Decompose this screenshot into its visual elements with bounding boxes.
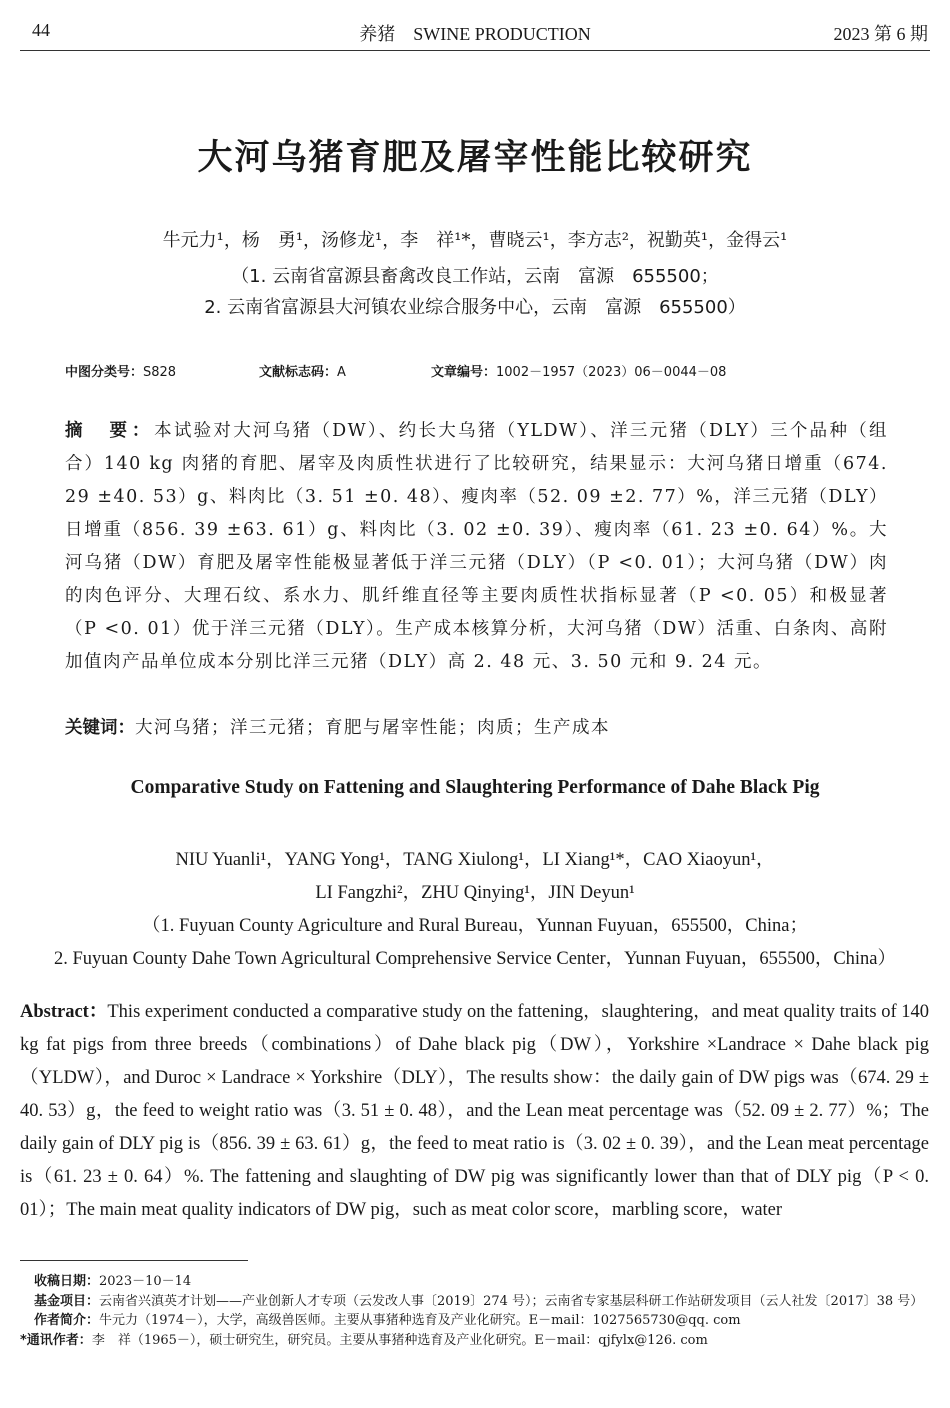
footnote-author [20, 1311, 930, 1331]
footnote-divider [20, 1260, 248, 1261]
affiliation-cn-2: 2. 云南省富源县大河镇农业综合服务中心，云南 富源 655500） [204, 297, 746, 318]
footnote-corresponding [20, 1331, 930, 1351]
clc-number [65, 361, 176, 380]
header-divider [20, 50, 930, 51]
article-number [431, 361, 726, 380]
footnote-fund [20, 1292, 930, 1312]
affiliation-en-2: 2. Fuyuan County Dahe Town Agricultural Comprehensive Service Center，Yunnan Fuyuan，655500，China） [53, 949, 897, 969]
author-list-en-2: LI Fangzhi²，ZHU Qinying¹，JIN Deyun¹ [315, 883, 635, 903]
author-bio-text: 牛元力（1974－），大学，高级兽医师。主要从事猪种选育及产业化研究。E－mail：1027565730@qq. com [99, 1313, 741, 1328]
fund-label: 基金项目： [34, 1293, 100, 1309]
corresponding-text: 李 祥（1965－），硕士研究生，研究员。主要从事猪种选育及产业化研究。E－mail：qjfylx@126. com [91, 1332, 708, 1348]
abstract-cn-text: 本试验对大河乌猪（DW）、约长大乌猪（YLDW）、洋三元猪（DLY）三个品种（组合）140 kg 肉猪的育肥、屠宰及肉质性状进行了比较研究，结果显示：大河乌猪日增重（674. 29 ±40. 53）g、料肉比（3. 51 ±0. 48）、瘦肉率（52. 09 ±2. 77）%，洋三元猪（DLY）日增重（856. 39 ±63. 61）g、料肉比（3. 02 ±0. 39）、瘦肉率（61. 23 ±0. 64）%。大河乌猪（DW）育肥及屠宰性能极显著低于洋三元猪（DLY）（P <0. 01）；大河乌猪（DW）肉的肉色评分、大理石纹、系水力、肌纤维直径等主要肉质性状指标显著（P <0. 05）和极显著（P <0. 01）优于洋三元猪（DLY）。生产成本核算分析，大河乌猪（DW）活重、白条肉、高附加值肉产品单位成本分别比洋三元猪（DLY）高 2. 48 元、3. 50 元和 9. 24 元。 [65, 421, 889, 672]
article-title-en: Comparative Study on Fattening and Slaughtering Performance of Dahe Black Pig [130, 777, 820, 798]
abstract-cn-label: 摘 要： [65, 421, 155, 441]
keywords-cn [65, 714, 610, 739]
keywords-cn-text: 大河乌猪；洋三元猪；育肥与屠宰性能；肉质；生产成本 [135, 718, 610, 738]
footnote-received [20, 1272, 930, 1292]
page-number: 44 [32, 20, 50, 40]
fund-text: 云南省兴滇英才计划——产业创新人才专项（云发改人事〔2019〕274 号）；云南省专家基层科研工作站研发项目（云人社发〔2017〕38 号） [99, 1293, 924, 1309]
journal-name: 养猪 SWINE PRODUCTION [359, 24, 591, 44]
clc-value: S828 [143, 365, 177, 380]
keywords-cn-label: 关键词： [65, 718, 135, 738]
running-header [20, 20, 930, 46]
received-date: 2023－10－14 [99, 1274, 192, 1289]
doc-code-label: 文献标志码： [259, 365, 338, 380]
author-bio-label: 作者简介： [34, 1313, 100, 1328]
doc-code-value: A [337, 365, 346, 380]
article-number-label: 文章编号： [431, 365, 497, 380]
affiliation-cn-1: （1. 云南省富源县畜禽改良工作站，云南 富源 655500； [231, 266, 719, 287]
footnotes [20, 1272, 930, 1350]
author-list-cn: 牛元力¹，杨 勇¹，汤修龙¹，李 祥¹*，曹晓云¹，李方志²，祝勤英¹，金得云¹ [162, 230, 788, 251]
author-list-en-1: NIU Yuanli¹，YANG Yong¹，TANG Xiulong¹，LI Xiang¹*，CAO Xiaoyun¹， [175, 850, 775, 870]
abstract-en-text: This experiment conducted a comparative study on the fattening，slaughtering，and meat quality traits of 140 kg fat pigs from three breeds（combinations）of Dahe black pig（DW），Yorkshire ×Landrace × Dahe black pig（YLDW），and Duroc × Landrace × Yorkshire（DLY），The results show：the daily gain of DW pigs was（674. 29 ± 40. 53）g，the feed to weight ratio was（3. 51 ± 0. 48），and the Lean meat percentage was（52. 09 ± 2. 77）%；The daily gain of DLY pig is（856. 39 ± 63. 61）g，the feed to meat ratio is（3. 02 ± 0. 39），and the Lean meat percentage is（61. 23 ± 0. 64）%. The fattening and slaughting of DW pig was significantly lower than that of DLY pig（P < 0. 01）；The main meat quality indicators of DW pig，such as meat color score，marbling score，water [20, 1002, 930, 1220]
abstract-en-label: Abstract： [20, 1002, 108, 1022]
article-number-value: 1002－1957（2023）06－0044－08 [496, 365, 727, 380]
affiliation-en-1: （1. Fuyuan County Agriculture and Rural Bureau，Yunnan Fuyuan，655500，China； [142, 916, 808, 936]
document-code [259, 361, 346, 380]
abstract-en [20, 996, 929, 1227]
clc-label: 中图分类号： [65, 365, 144, 380]
received-label: 收稿日期： [34, 1274, 100, 1289]
abstract-cn [65, 415, 888, 679]
corresponding-label: *通讯作者： [20, 1332, 92, 1348]
issue-label: 2023 第 6 期 [833, 24, 928, 44]
article-title-cn: 大河乌猪育肥及屠宰性能比较研究 [197, 138, 753, 178]
